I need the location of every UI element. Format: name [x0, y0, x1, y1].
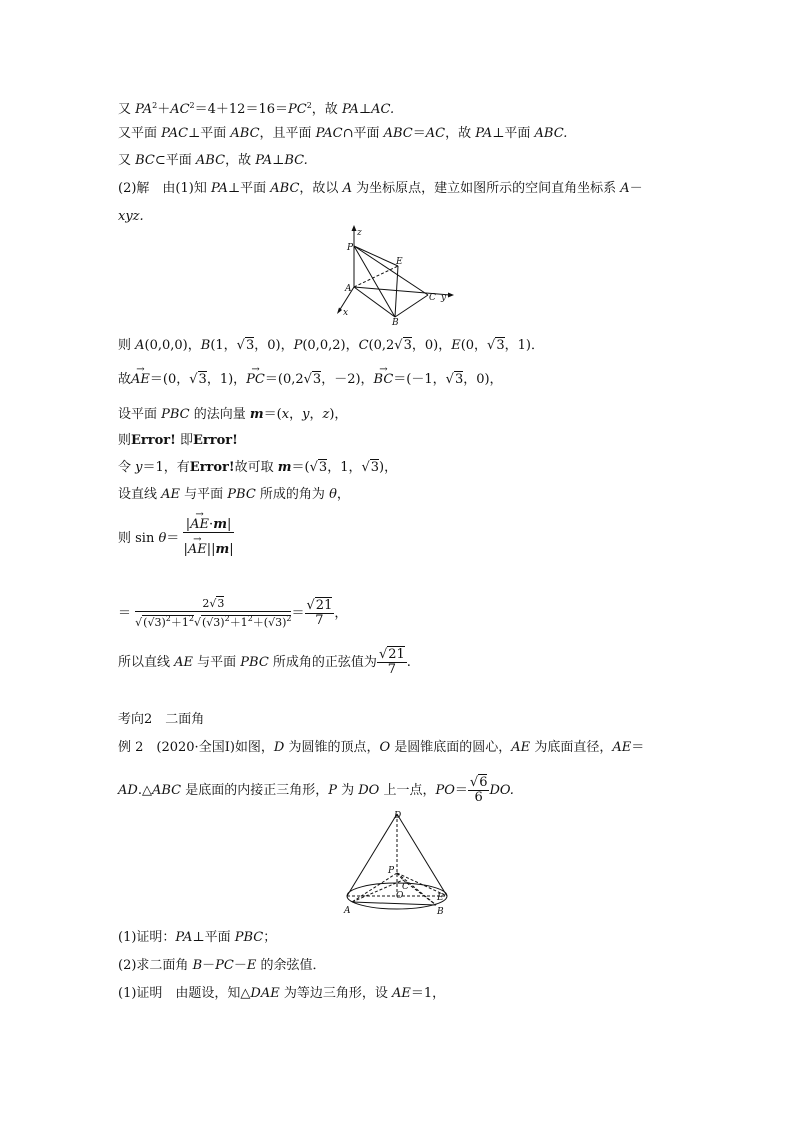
superscript: 2: [224, 614, 230, 623]
text: 3: [213, 616, 221, 629]
text: A: [135, 338, 145, 353]
text-line-7: [118, 372, 503, 388]
text: ＋1: [229, 616, 248, 629]
fraction: [183, 510, 233, 557]
label-P: P: [388, 866, 395, 876]
text: ＝1，有: [142, 460, 190, 475]
edge-BC: [395, 295, 428, 317]
text: (: [143, 616, 148, 629]
text: ，: [309, 407, 323, 422]
text: AC: [425, 126, 446, 141]
superscript: 2: [247, 614, 253, 623]
radicand: 21: [388, 647, 405, 662]
text: AE: [161, 487, 181, 502]
text: ＋1: [170, 616, 189, 629]
text: DO.: [489, 783, 514, 798]
fraction-denominator: 7: [315, 613, 324, 628]
text: ·: [209, 517, 214, 532]
text: PA⊥AC.: [341, 102, 395, 117]
text: 的余弦值．: [256, 958, 326, 973]
text: ，1，: [327, 460, 362, 475]
text: 与平面: [193, 655, 241, 670]
text: PBC: [240, 655, 269, 670]
text: A: [342, 181, 352, 196]
text-line-13: ＝ 2√ 3 √ (√ $3)^2+1^2√$ (√ $3)^2+1^2+(√$ 3)$^2$ ＝ √ $\frac{21}{7}$ ，: [118, 597, 347, 630]
text: ＝1，: [410, 986, 446, 1001]
text: 上一点，: [379, 783, 436, 798]
superscript: 2: [165, 614, 171, 623]
text: 考向2 二面角: [118, 712, 205, 727]
text: AC: [170, 102, 190, 117]
text: m: [213, 517, 227, 532]
text: ＝: [412, 126, 426, 141]
text: xyz.: [118, 209, 144, 224]
text: )，: [329, 407, 348, 422]
label-B: B: [437, 907, 444, 917]
text-line-10: [118, 460, 397, 476]
text: ，－2)，: [321, 372, 374, 387]
text: ＝: [118, 606, 132, 621]
text: ABC: [230, 126, 260, 141]
superscript: 2: [189, 101, 195, 110]
text: 设直线: [118, 487, 162, 502]
text: (2)求二面角: [118, 958, 193, 973]
text: (0,0,0)，: [144, 338, 201, 353]
text: ⊥平面: [492, 126, 535, 141]
superscript: 2: [188, 614, 194, 623]
y-arrow-icon: [448, 293, 454, 298]
text: 又: [118, 153, 136, 168]
text: ，1)．: [504, 338, 544, 353]
text: y: [135, 460, 143, 475]
text: m: [215, 542, 230, 557]
sqrt-sign: [304, 372, 312, 387]
text-line-16: [118, 740, 644, 756]
text: ，: [289, 407, 303, 422]
superscript: 2: [286, 614, 292, 623]
text: ，故以: [299, 181, 343, 196]
text: ；: [263, 930, 277, 945]
text-line-20: [118, 986, 445, 1002]
text: ABC: [195, 153, 226, 168]
text: ＝: [166, 531, 180, 546]
fraction-denominator: |→ AE||m|: [183, 533, 233, 557]
text: (0,0,2)，: [302, 338, 359, 353]
text: E: [451, 338, 461, 353]
text: ，故: [225, 153, 256, 168]
text-line-18: [118, 930, 276, 946]
text-line-17: [118, 776, 514, 805]
text: ABC: [270, 181, 300, 196]
radicand: (√ $3)^2+1^2+(√$ 3)$^2$: [201, 615, 292, 629]
text: ，且平面: [259, 126, 316, 141]
text: －: [233, 958, 247, 973]
edge-PC: [397, 873, 403, 880]
fraction-numerator: [305, 599, 335, 614]
text: (1)证明：: [118, 930, 176, 945]
text: 是圆锥底面的圆心，: [390, 740, 512, 755]
text: ，0)，: [411, 338, 452, 353]
text: (0,2: [368, 338, 395, 353]
text: ⊥平面: [227, 181, 271, 196]
text: z: [322, 407, 330, 422]
label-A: A: [345, 284, 352, 294]
text: 3: [154, 616, 162, 629]
radicand: 3: [312, 372, 322, 387]
x-arrow-icon: [337, 308, 342, 315]
text: 与平面: [180, 487, 228, 502]
text: BC: [135, 153, 155, 168]
text-line-3: [118, 153, 308, 169]
text: 又平面: [118, 126, 162, 141]
text: PA: [210, 181, 228, 196]
fraction-denominator: [135, 612, 291, 630]
text: ，0)，: [254, 338, 294, 353]
sqrt-sign: [189, 372, 197, 387]
text-line-5: [118, 209, 144, 225]
text: －: [202, 958, 216, 973]
edge-PE: [354, 246, 398, 266]
text: 3: [275, 616, 283, 629]
text: ，故: [445, 126, 476, 141]
z-arrow-icon: [352, 225, 357, 231]
label-O: O: [396, 891, 404, 901]
text: 例 2 (2020·全国Ⅰ)如图，: [118, 740, 274, 755]
text: PA⊥BC.: [255, 153, 308, 168]
fraction-numerator: |→ AE·m|: [183, 510, 233, 533]
text-line-2: [118, 126, 567, 142]
text: ＝(－1，: [393, 372, 446, 387]
text: PC: [215, 958, 234, 973]
text: .: [406, 655, 411, 670]
text: P: [328, 783, 337, 798]
text: ＝(: [291, 460, 310, 475]
sqrt-sign: [237, 338, 245, 353]
sqrt-sign: [379, 647, 387, 662]
text: 则: [118, 433, 132, 448]
radicand: 3: [403, 338, 412, 353]
superscript: 2: [152, 101, 158, 110]
text: ＝(: [263, 407, 282, 422]
cone-slant-left: [347, 814, 397, 896]
text-line-8: [118, 407, 347, 423]
label-y: y: [441, 293, 447, 303]
text: (2)解 由(1)知: [118, 181, 211, 196]
text-line-6: [118, 338, 544, 354]
fraction-denominator: 7: [387, 662, 396, 677]
text-line-12: [118, 517, 234, 557]
label-C: C: [429, 293, 436, 303]
text: m: [249, 407, 264, 422]
text: ∩平面: [342, 126, 384, 141]
fraction: [135, 597, 291, 630]
text: ，故: [311, 102, 342, 117]
text: ⊥平面: [188, 126, 231, 141]
fraction: [377, 648, 407, 677]
vector-AE: → AE: [188, 543, 207, 557]
text: 故可取: [234, 460, 278, 475]
text-line-14: [118, 648, 411, 677]
text: ABC.: [534, 126, 568, 141]
text: ＋: [157, 102, 171, 117]
superscript: 2: [306, 101, 312, 110]
text: ＝: [454, 783, 468, 798]
coordinate-pyramid-figure: [330, 225, 465, 335]
sqrt-sign: [307, 598, 315, 613]
text: PAC: [161, 126, 189, 141]
text: 令: [118, 460, 136, 475]
text: 所成的角为: [255, 487, 330, 502]
text: ，1)，: [206, 372, 247, 387]
text: AE: [174, 655, 194, 670]
text: PA: [135, 102, 153, 117]
sqrt-sign: [470, 775, 478, 790]
error-text: Error!: [131, 433, 176, 448]
text-line-9: [118, 433, 238, 449]
radicand: 3: [370, 460, 380, 475]
section-heading: [118, 712, 204, 728]
fraction-numerator: [468, 776, 490, 791]
text: θ: [158, 531, 167, 546]
text: (0，: [460, 338, 488, 353]
text: .△: [137, 783, 152, 798]
radicand: 3: [217, 597, 225, 610]
radicand: 3: [198, 372, 207, 387]
text: E: [246, 958, 257, 973]
radicand: 3: [245, 338, 255, 353]
text: 是底面的内接正三角形，: [181, 783, 329, 798]
label-C: C: [402, 882, 409, 892]
text-line-1: [118, 98, 394, 118]
sqrt-sign: [361, 460, 369, 475]
text-line-19: [118, 958, 326, 974]
text: －: [629, 181, 643, 196]
vector-BC: → BC: [374, 372, 394, 388]
text: 设平面: [118, 407, 162, 422]
text: 为: [336, 783, 359, 798]
text: PBC: [227, 487, 256, 502]
text: 又: [118, 102, 136, 117]
text: ABC: [383, 126, 413, 141]
text: D: [273, 740, 285, 755]
edge-AB: [352, 902, 436, 905]
radicand: 3: [318, 460, 328, 475]
text: 故: [118, 372, 132, 387]
text: (: [263, 616, 269, 629]
fraction-numerator: [135, 597, 291, 612]
text: PBC: [161, 407, 190, 422]
text: PC: [288, 102, 307, 117]
sqrt-sign: [446, 372, 454, 387]
vector-AE: → AE: [190, 518, 209, 532]
edge-AB: [354, 287, 395, 317]
text: x: [281, 407, 290, 422]
text: PO: [435, 783, 455, 798]
fraction-denominator: 6: [474, 790, 483, 805]
text: 的法向量: [189, 407, 250, 422]
label-A: A: [344, 906, 351, 916]
text: DAE: [250, 986, 280, 1001]
text: ，: [336, 487, 350, 502]
text: PBC: [234, 930, 264, 945]
vector-PC: → PC: [246, 372, 265, 388]
fraction: [305, 599, 335, 628]
text: (1)证明 由题设，知△: [118, 986, 251, 1001]
text: 2: [202, 597, 210, 610]
text: 所以直线: [118, 655, 175, 670]
text: C: [358, 338, 369, 353]
label-E: E: [396, 257, 403, 267]
vector-AE: → AE: [131, 372, 150, 388]
text: ): [161, 616, 166, 629]
text: ，0)，: [463, 372, 503, 387]
sqrt-sign: [310, 460, 318, 475]
label-x: x: [343, 308, 349, 318]
text: θ: [329, 487, 337, 502]
radicand: 3: [454, 372, 464, 387]
label-E: E: [437, 893, 444, 903]
text: ＝: [631, 740, 645, 755]
text: y: [302, 407, 310, 422]
text: ): [220, 616, 225, 629]
error-text: Error!: [193, 433, 238, 448]
text: AE: [612, 740, 632, 755]
text: 为圆锥的顶点，: [284, 740, 380, 755]
radicand: 3: [496, 338, 505, 353]
text: AE: [392, 986, 411, 1001]
text: PA: [175, 930, 193, 945]
text: ⊥平面: [192, 930, 235, 945]
text: ): [282, 616, 287, 629]
radicand: [142, 615, 194, 629]
label-P: P: [347, 243, 354, 253]
text: 为底面直径，: [530, 740, 613, 755]
text: ＝4＋12＝16＝: [194, 102, 288, 117]
text: AE: [511, 740, 531, 755]
text: 则: [118, 338, 136, 353]
text: PAC: [315, 126, 343, 141]
text: P: [293, 338, 303, 353]
text: DO: [358, 783, 380, 798]
label-B: B: [392, 318, 399, 328]
radicand: 21: [315, 598, 333, 613]
text: B: [200, 338, 211, 353]
fraction: [468, 776, 490, 805]
text: ，: [334, 606, 348, 621]
text: B: [192, 958, 203, 973]
cone-figure: [340, 808, 455, 918]
text: A: [620, 181, 630, 196]
text-line-11: [118, 487, 350, 503]
sqrt-sign: [394, 338, 402, 353]
error-text: Error!: [189, 460, 235, 475]
text: 即: [175, 433, 193, 448]
text: 为坐标原点，建立如图所示的空间直角坐标系: [351, 181, 621, 196]
text: )，: [379, 460, 398, 475]
label-z: z: [357, 228, 362, 238]
text: O: [379, 740, 391, 755]
text: ＝(0,2: [264, 372, 304, 387]
text: m: [277, 460, 292, 475]
text: 所成角的正弦值为: [268, 655, 377, 670]
text: ABC: [151, 783, 182, 798]
label-D: D: [394, 811, 402, 821]
text: (1，: [210, 338, 237, 353]
text: 为等边三角形，设: [279, 986, 392, 1001]
text: (: [201, 616, 207, 629]
text: AD: [118, 783, 138, 798]
edge-PB: [354, 246, 395, 317]
sqrt-sign: [194, 616, 201, 629]
radicand: 6: [479, 775, 488, 790]
text: ⊂平面: [154, 153, 196, 168]
text-line-4: [118, 181, 643, 197]
text: ＝(0，: [149, 372, 190, 387]
text: PA: [475, 126, 493, 141]
text: 则 sin: [118, 531, 159, 546]
fraction-numerator: [377, 648, 407, 663]
